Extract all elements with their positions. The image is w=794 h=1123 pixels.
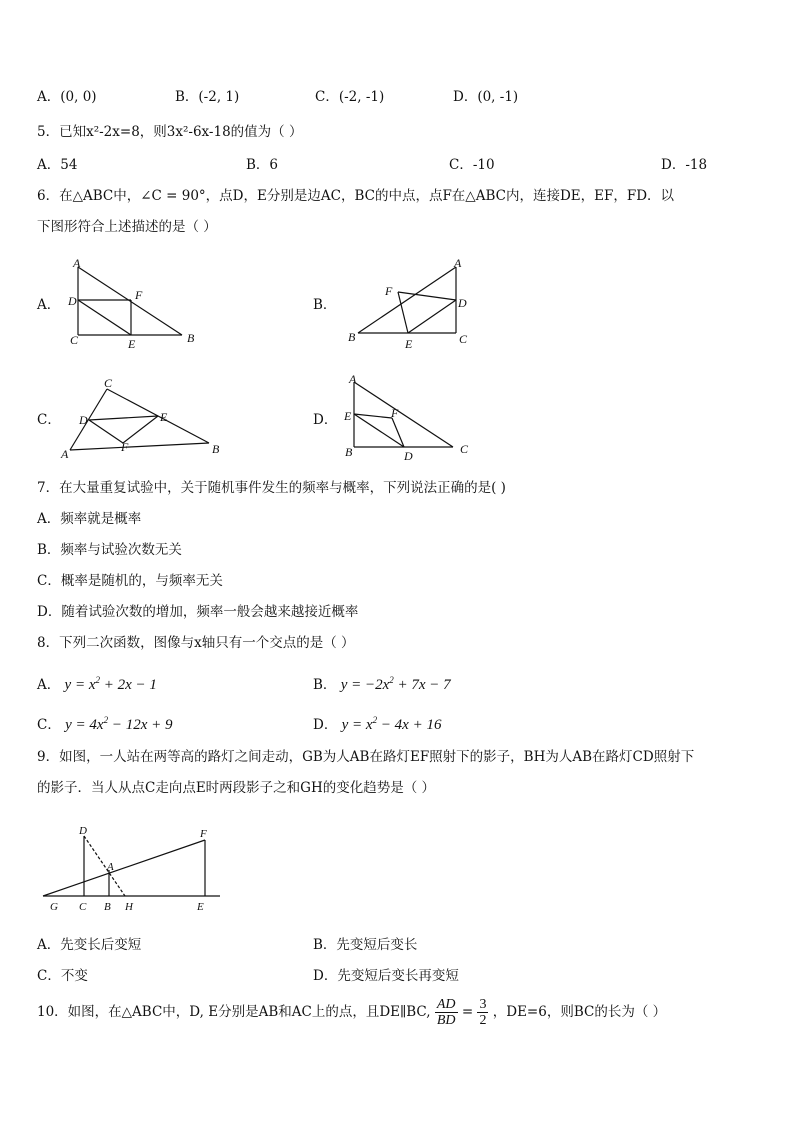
q9-label-d: D — [79, 825, 87, 837]
q8-formula-a: $y = x^2 + 2x - 1$ — [64, 675, 157, 693]
q10-stem — [37, 995, 666, 1029]
q7-option-c: C．概率是随机的，与频率无关 — [37, 573, 223, 589]
fig-a-label-a: A — [73, 256, 81, 270]
q8-option-a-label: A． — [37, 677, 61, 693]
fig-a-label-d: D — [68, 294, 77, 308]
q8-option-a — [37, 671, 157, 694]
q4-option-a: A．(0, 0) — [37, 89, 97, 105]
q9-label-h: H — [125, 901, 133, 913]
fig-b-label-e: E — [405, 337, 413, 351]
q5-option-b: B．6 — [246, 157, 279, 173]
q9-label-a: A — [107, 861, 114, 873]
fig-d-label-f: F — [391, 406, 399, 420]
q8-option-c — [37, 711, 172, 734]
q10-fraction-value: $\frac{3}{2}$ — [479, 997, 487, 1028]
q6-figure-c — [55, 373, 225, 463]
fig-d-label-e: E — [344, 409, 352, 423]
q8-option-d-label: D． — [313, 717, 338, 733]
q9-label-f: F — [200, 828, 207, 840]
fig-a-label-b: B — [187, 331, 195, 345]
q7-stem: 7．在大量重复试验中，关于随机事件发生的频率与概率，下列说法正确的是( ) — [37, 480, 506, 496]
fig-b-label-b: B — [348, 330, 356, 344]
q9-option-c: C．不变 — [37, 968, 88, 984]
fig-a-label-e: E — [128, 337, 136, 351]
fig-b-label-c: C — [459, 332, 468, 346]
fig-d-label-b: B — [345, 445, 353, 459]
q6-option-c-label: C． — [37, 412, 61, 428]
q6-figure-d — [338, 370, 488, 465]
fig-d-label-c: C — [460, 442, 469, 456]
fig-a-label-c: C — [70, 333, 79, 347]
fig-c-label-d: D — [79, 413, 88, 427]
q6-option-b-label: B． — [313, 297, 337, 313]
fig-c-label-c: C — [104, 376, 113, 390]
q9-stem-line1: 9．如图，一人站在两等高的路灯之间走动，GB为人AB在路灯EF照射下的影子，BH为人AB在路灯CD照射下 — [37, 749, 695, 765]
q6-figure-a — [60, 255, 210, 355]
q9-option-a: A．先变长后变短 — [37, 937, 142, 953]
q8-option-b-label: B． — [313, 677, 337, 693]
fig-b-label-d: D — [458, 296, 467, 310]
q9-label-g: G — [50, 901, 58, 913]
q6-option-d-label: D． — [313, 412, 338, 428]
fig-d-label-a: A — [349, 372, 357, 386]
q4-option-b: B．(-2, 1) — [175, 89, 240, 105]
q10-equals: = — [461, 1004, 474, 1020]
q8-formula-b: $y = -2x^2 + 7x - 7$ — [340, 675, 451, 693]
q8-option-c-label: C． — [37, 717, 61, 733]
q8-formula-c: $y = 4x^2 - 12x + 9$ — [65, 715, 173, 733]
q9-label-e: E — [197, 901, 204, 913]
q8-option-d — [313, 711, 441, 734]
q8-option-b — [313, 671, 451, 694]
q4-option-d: D．(0, -1) — [453, 89, 519, 105]
q7-option-a: A．频率就是概率 — [37, 511, 142, 527]
q10-stem-post: ，DE=6，则BC的长为（ ） — [492, 1004, 667, 1020]
q9-label-b: B — [104, 901, 111, 913]
fig-b-label-a: A — [454, 256, 462, 270]
q10-fraction-ad-bd: $\frac{AD}{BD}$ — [436, 997, 456, 1028]
fig-c-label-f: F — [121, 440, 129, 454]
q5-option-d: D．-18 — [661, 157, 708, 173]
q9-option-b: B．先变短后变长 — [313, 937, 418, 953]
q7-option-b: B．频率与试验次数无关 — [37, 542, 182, 558]
fig-a-label-f: F — [135, 288, 143, 302]
q5-stem: 5．已知x²-2x=8，则3x²-6x-18的值为（ ） — [37, 124, 303, 140]
q6-option-a-label: A． — [37, 297, 61, 313]
q10-stem-pre: 10．如图，在△ABC中，D, E分别是AB和AC上的点，且DE∥BC, — [37, 1004, 431, 1020]
q6-stem-line1: 6．在△ABC中，∠C = 90°，点D，E分别是边AC，BC的中点，点F在△ABC内，连接DE，EF，FD．以 — [37, 188, 675, 204]
fig-c-label-a: A — [61, 447, 69, 461]
q9-stem-line2: 的影子．当人从点C走向点E时两段影子之和GH的变化趋势是（ ） — [37, 780, 436, 796]
q6-figure-b — [340, 255, 490, 355]
q5-option-c: C．-10 — [449, 157, 495, 173]
q9-option-d: D．先变短后变长再变短 — [313, 968, 459, 984]
fig-d-label-d: D — [404, 449, 413, 463]
q6-stem-line2: 下图形符合上述描述的是（ ） — [37, 219, 217, 235]
fig-b-label-f: F — [385, 284, 393, 298]
q8-stem: 8．下列二次函数，图像与x轴只有一个交点的是（ ） — [37, 635, 355, 651]
q5-option-a: A．54 — [37, 157, 78, 173]
fig-c-label-b: B — [212, 442, 220, 456]
q8-formula-d: $y = x^2 - 4x + 16$ — [341, 715, 442, 733]
fig-c-label-e: E — [160, 410, 168, 424]
q4-option-c: C．(-2, -1) — [315, 89, 385, 105]
q9-label-c: C — [79, 901, 87, 913]
q9-figure — [40, 822, 225, 914]
q7-option-d: D．随着试验次数的增加，频率一般会越来越接近概率 — [37, 604, 359, 620]
